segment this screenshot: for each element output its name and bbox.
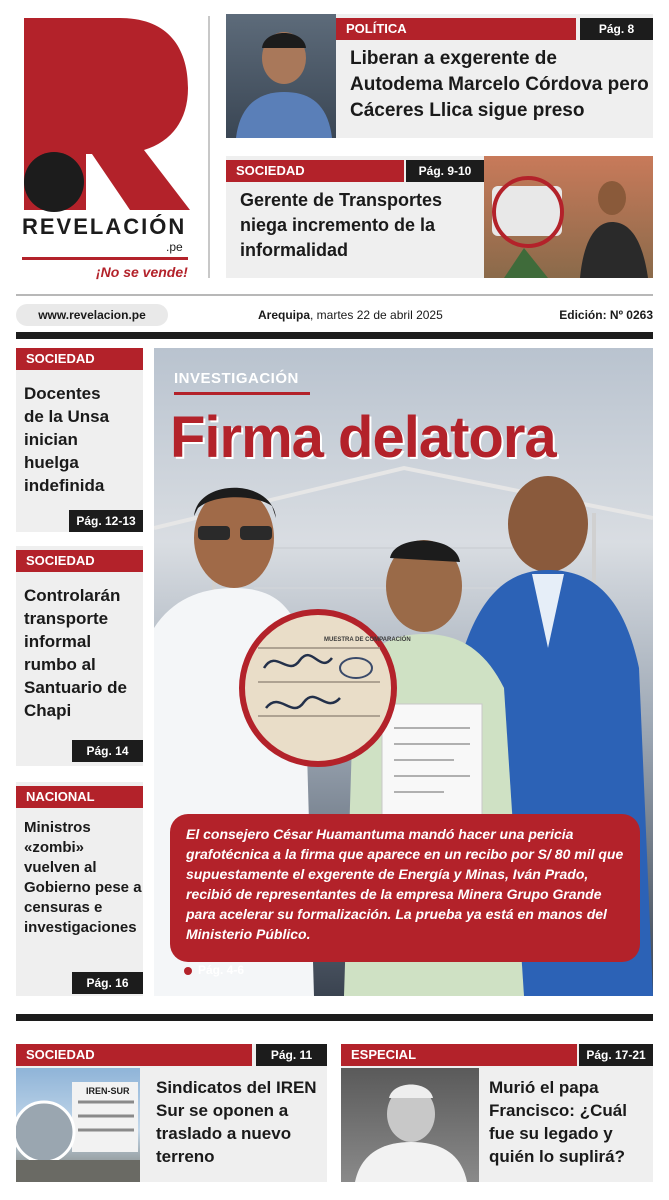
top-story-1-headline: Liberan a exgerente de Autodema Marcelo Córdova pero Cáceres Llica sigue preso — [350, 48, 649, 121]
bottom-story-especial[interactable] — [341, 1044, 653, 1182]
bottom-story-1-headline: Sindicatos del IREN Sur se oponen a traslado a nuevo terreno — [156, 1078, 317, 1166]
bottom-story-2-page: Pág. 17-21 — [579, 1044, 653, 1066]
top-story-politica[interactable] — [226, 14, 653, 138]
dateline — [258, 308, 443, 322]
portrait-illustration — [226, 14, 336, 138]
brand-underline — [22, 257, 188, 260]
bottom-story-1-page: Pág. 11 — [256, 1044, 327, 1066]
top-story-2-headline: Gerente de Transportes niega incremento de la informalidad — [240, 190, 443, 260]
top-story-1-section: POLÍTICA — [336, 18, 576, 40]
bottom-story-2-section: ESPECIAL — [341, 1044, 577, 1066]
sidebar-story-2-headline: Controlarán transporte informal rumbo al Santuario de Chapi — [24, 586, 127, 720]
main-story-headline: Firma delatora — [170, 405, 556, 470]
transport-scene-illustration — [484, 156, 653, 278]
main-story-page: Pág. 4-6 — [198, 963, 245, 977]
pope-portrait-illustration — [341, 1068, 479, 1182]
dateline-date: , martes 22 de abril 2025 — [310, 308, 443, 322]
top-story-2-page: Pág. 9-10 — [406, 160, 484, 182]
slogan: ¡No se vende! — [96, 264, 188, 280]
main-story-page-dot — [184, 967, 192, 975]
main-story[interactable] — [154, 348, 653, 996]
top-story-2-photo — [484, 156, 653, 278]
sidebar-story-3[interactable] — [16, 782, 143, 996]
main-story-summary-box — [170, 814, 640, 962]
sidebar-story-1-headline: Docentes de la Unsa inician huelga indefinida — [24, 384, 110, 495]
brand-name: REVELACIÓN — [22, 214, 187, 239]
top-story-1-page: Pág. 8 — [580, 18, 653, 40]
sidebar-story-2-page: Pág. 14 — [72, 740, 143, 762]
bottom-rule — [16, 1014, 653, 1021]
bottom-story-2-headline: Murió el papa Francisco: ¿Cuál fue su legado y quién lo suplirá? — [489, 1078, 627, 1166]
masthead-logo[interactable] — [20, 14, 192, 284]
dateline-city: Arequipa — [258, 308, 311, 322]
sidebar-story-3-page: Pág. 16 — [72, 972, 143, 994]
info-bar-bottom-rule — [16, 332, 653, 339]
sidebar-story-1-page: Pág. 12-13 — [69, 510, 143, 532]
masthead-divider — [208, 16, 210, 278]
bottom-story-sociedad[interactable] — [16, 1044, 327, 1182]
info-bar-top-rule — [16, 294, 653, 296]
top-story-1-photo — [226, 14, 336, 138]
edition-number: Nº 0263 — [609, 308, 653, 322]
bottom-story-1-section: SOCIEDAD — [16, 1044, 252, 1066]
sidebar-story-2-section: SOCIEDAD — [16, 550, 143, 572]
bottom-story-2-photo — [341, 1068, 479, 1182]
doc-label-text: MUESTRA DE COMPARACIÓN — [324, 637, 411, 643]
bottom-story-1-photo — [16, 1068, 140, 1182]
main-story-section: INVESTIGACIÓN — [174, 370, 299, 387]
main-story-section-rule — [174, 392, 310, 395]
top-story-sociedad[interactable] — [226, 156, 653, 278]
website-pill[interactable]: www.revelacion.pe — [16, 304, 168, 326]
sidebar-story-3-section: NACIONAL — [16, 786, 143, 808]
building-illustration — [16, 1068, 140, 1182]
sidebar-story-2[interactable] — [16, 546, 143, 766]
brand-domain: .pe — [166, 240, 183, 254]
sidebar-story-1-section: SOCIEDAD — [16, 348, 143, 370]
edition — [559, 308, 653, 322]
main-story-summary: El consejero César Huamantuma mandó hacer una pericia grafotécnica a la firma que aparece en un recibo por S/ 80 mil que supuestamente el exgerente de Energía y Minas, Iván Prado, recibió de representantes de la empresa Minera Grupo Grande para acelerar su formalización. La prueba ya está en manos del Ministerio Público. — [186, 826, 624, 942]
sidebar-story-1[interactable] — [16, 348, 143, 532]
top-story-2-section: SOCIEDAD — [226, 160, 404, 182]
photo-sign-text: IREN-SUR — [86, 1086, 130, 1096]
sidebar-story-3-headline: Ministros «zombi» vuelven al Gobierno pese a censuras e investigaciones — [24, 819, 142, 936]
edition-label: Edición: — [559, 308, 607, 322]
revelacion-r-logo — [20, 14, 192, 214]
